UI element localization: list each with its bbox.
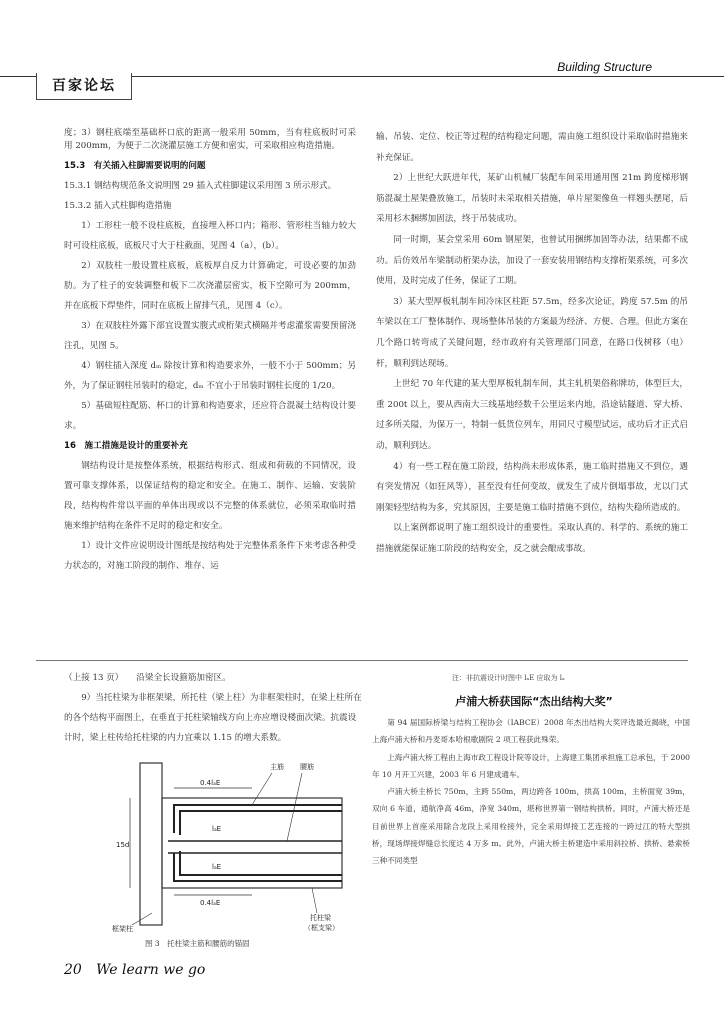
- paragraph: 15.3.2 插入式柱脚构造措施: [64, 201, 172, 211]
- label-frame-column: 框架柱: [112, 925, 133, 933]
- paragraph: 上海卢浦大桥工程由上海市政工程设计院等设计，上海建工集团承担施工总承包，于 2000 年 10 月开工兴建，2003 年 6 月建成通车。: [372, 752, 690, 779]
- label-transfer-beam: 托柱梁: [310, 914, 331, 922]
- paragraph: 9）当托柱梁为非框架梁，所托柱（梁上柱）为非框架柱时，在梁上柱所在的各个结构平面图上，在垂直于托柱梁轴线方向上亦应增设楼面次梁。抗震设计时，梁上柱传给托柱梁的内力宜乘以 1.15 的增大系数。: [64, 693, 362, 743]
- leader-line: [132, 913, 152, 925]
- main-bar-bottom-2: [180, 851, 342, 875]
- label-main-bar: 主筋: [270, 763, 284, 771]
- paragraph: 4）有一些工程在施工阶段，结构尚未形成体系，施工临时措施又不到位，遇有突发情况（如狂风等），甚至没有任何变故，就发生了成片倒塌事故，尤以门式刚架轻型结构为多，究其原因，主要是施工临时措施不到位，结构失稳所造成的。: [376, 461, 688, 513]
- heading-15-3: 15.3 有关插入柱脚需要说明的问题: [64, 161, 206, 171]
- leader-line: [312, 888, 317, 913]
- paragraph: 卢浦大桥主桥长 750m，主跨 550m，两边跨各 100m，拱高 100m，主桥面宽 39m，双向 6 车道，通航净高 46m，净宽 340m，堪称世界第一钢结构拱桥。同时，卢浦大桥还是目前世界上首座采用除合龙段上采用栓接外，完全采用焊接工艺连接的一跨过江的特大型拱桥，现场焊接焊缝总长度达 4 万多 m。此外，卢浦大桥主桥建造中采用斜拉桥、拱桥、悬索桥三种不同类型: [372, 787, 690, 866]
- column-outline: [140, 763, 162, 925]
- left-column: [64, 127, 356, 576]
- label-frame-supported-beam: （框支梁）: [304, 924, 339, 932]
- anchorage-figure: [112, 753, 362, 933]
- leader-line: [252, 773, 272, 805]
- paragraph: 第 94 届国际桥梁与结构工程协会（IABCE）2008 年杰出结构大奖评选最近揭晓，中国上海卢浦大桥和丹麦哥本哈根歌剧院 2 项工程获此殊荣。: [372, 718, 690, 745]
- label-15d: 15d: [116, 841, 130, 849]
- main-bar-bottom: [174, 853, 342, 881]
- main-bar-top: [174, 805, 342, 833]
- footer-slogan: We learn we go: [96, 962, 206, 978]
- journal-title: Building Structure: [557, 60, 652, 74]
- paragraph: 1）设计文件应说明设计图纸是按结构处于完整体系条件下来考虑各种受力状态的，对施工阶段的制作、堆存、运: [64, 541, 356, 571]
- paragraph: 以上案例都说明了施工组织设计的重要性。采取认真的、科学的、系统的施工措施就能保证施工阶段的结构安全，反之就会酿成事故。: [376, 523, 688, 554]
- paragraph: 输、吊装、定位、校正等过程的结构稳定问题，需由施工组织设计采取临时措施来补充保证。: [376, 132, 688, 163]
- paragraph: 4）钢柱插入深度 dₘ 除按计算和构造要求外，一般不小于 500mm；另外，为了保证钢柱吊装时的稳定，dₘ 不宜小于吊装时钢柱长度的 1/20。: [64, 361, 356, 391]
- paragraph: 3）在双肢柱外露下部宜设置实腹式或桁架式横隔并考虑灌浆需要预留浇注孔，见图 5。: [64, 321, 356, 351]
- main-bar-top-2: [180, 811, 342, 835]
- leader-line: [287, 773, 302, 841]
- continued-note: （上接 13 页） 沿梁全长设箍筋加密区。: [64, 673, 231, 683]
- section-divider: [36, 660, 688, 661]
- figure-note: 注：非抗震设计时图中 lₐE 应取为 lₐ: [452, 674, 565, 682]
- paragraph: 2）双肢柱一般设置柱底板，底板厚自反力计算确定，可设必要的加劲肋。为了柱子的安装调整和板下二次浇灌层密实，板下空隙可为 200mm，并在底板下焊垫件，同时在底板上留排气孔，见图 4（c）。: [64, 261, 356, 311]
- page-number: 20: [64, 962, 82, 978]
- paragraph: 15.3.1 钢结构规范条文说明图 29 插入式柱脚建议采用图 3 所示形式。: [64, 181, 337, 191]
- paragraph: 1）工形柱一般不设柱底板，直接埋入杯口内；箱形、管形柱当轴力较大时可设柱底板，底板尺寸大于柱截面，见图 4（a），(b）。: [64, 221, 356, 251]
- news-title: 卢浦大桥获国际“杰出结构大奖”: [455, 695, 613, 708]
- paragraph: 上世纪 70 年代建的某大型厚板轧制车间，其主轧机架俗称牌坊，体型巨大，重 200t 以上，要从西南大三线基地经数千公里运来内地，沿途钻隧道、穿大桥、过多所关隘，为保万一，特制一低货位列车，用同尺寸模型试运，成功后才正式启动，顺利到达。: [376, 379, 688, 451]
- heading-16: 16 施工措施是设计的重要补充: [64, 441, 188, 451]
- label-waist-bar: 腰筋: [300, 763, 314, 771]
- paragraph: 度；3）钢柱底端至基础杯口底的距离一般采用 50mm，当有柱底板时可采用 200mm，为便于二次浇灌层施工方便和密实，可采取相应构造措施。: [64, 128, 356, 151]
- continued-article: [64, 668, 364, 748]
- paragraph: 5）基础短柱配筋、杯口的计算和构造要求，还应符合混凝土结构设计要求。: [64, 401, 356, 431]
- right-column: [376, 127, 688, 559]
- news-article: [372, 714, 690, 870]
- paragraph: 3）某大型厚板轧制车间冷床区柱距 57.5m，经多次论证，跨度 57.5m 的吊车梁以在工厂整体制作、现场整体吊装的方案最为经济、方便、合理。但此方案在几个路口转弯成了关键问题，经市政府有关管理部门同意，在路口伐树移（电）杆，顺利到达现场。: [376, 296, 688, 369]
- paragraph: 钢结构设计是按整体系统，根据结构形式、组成和荷载的不同情况，设置可靠支撑体系，以保证结构的稳定和安全。在施工、制作、运输、安装阶段，结构构件常以平面的单体出现或以不完整的体系就位，必须采取临时措施来维护结构在条件不足时的稳定和安全。: [64, 461, 356, 531]
- figure-caption: 图 3 托柱梁主筋和腰筋的锚固: [145, 939, 250, 948]
- label-0-4-lae-top: 0.4lₐE: [200, 779, 221, 787]
- paragraph: 2）上世纪大跃进年代，某矿山机械厂装配车间采用通用图 21m 跨度梯形钢筋混凝土屋架叠放施工，吊装时未采取相关措施，单片屋架像鱼一样翘头摆尾，后采用杉木捆绑加固法，终于吊装成功。: [376, 173, 688, 225]
- label-lae-top: lₐE: [212, 825, 222, 833]
- label-lae-bottom: lₐE: [212, 863, 222, 871]
- section-label: 百家论坛: [36, 73, 132, 100]
- label-0-4-lae-bottom: 0.4lₐE: [200, 899, 221, 907]
- paragraph: 同一时期，某会堂采用 60m 钢屋架，也曾试用捆绑加固等办法，结果都不成功。后仿效吊车梁制动桁架办法，加设了一套安装用钢结构支撑桁架系统，可多次使用，及时完成了任务，保证了工期。: [376, 234, 688, 287]
